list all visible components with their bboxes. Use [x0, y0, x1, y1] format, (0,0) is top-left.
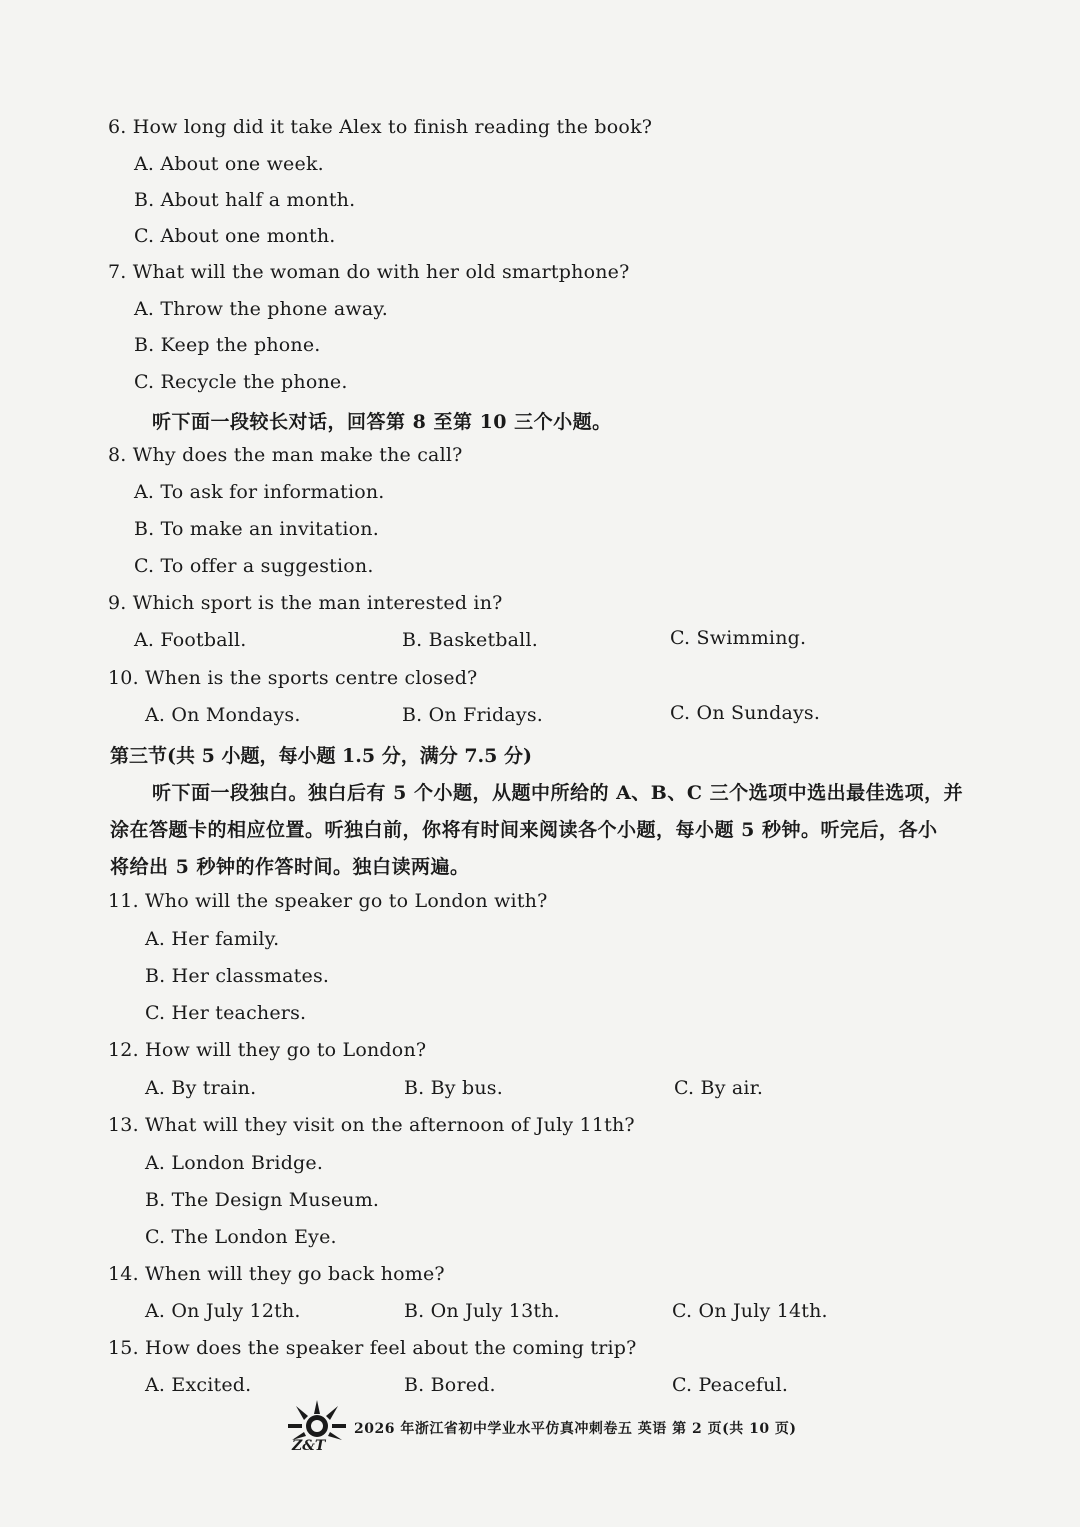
question-12-option-c: C. By air. [674, 1077, 764, 1099]
question-7-option-a: A. Throw the phone away. [134, 298, 389, 320]
question-8-option-a: A. To ask for information. [134, 481, 385, 503]
question-10-option-b: B. On Fridays. [402, 704, 544, 726]
question-6-option-a: A. About one week. [134, 153, 324, 175]
question-15-option-a: A. Excited. [145, 1374, 252, 1396]
question-8: 8. Why does the man make the call? [108, 444, 463, 466]
question-11-option-b: B. Her classmates. [145, 965, 330, 987]
question-13-option-b: B. The Design Museum. [145, 1189, 380, 1211]
question-7: 7. What will the woman do with her old smartphone? [108, 261, 630, 283]
section-3-instruction-line-2: 涂在答题卡的相应位置。听独白前，你将有时间来阅读各个小题，每小题 5 秒钟。听完后，各小 [110, 819, 938, 841]
question-10-option-c: C. On Sundays. [670, 702, 821, 724]
question-9-option-b: B. Basketball. [402, 629, 538, 651]
question-12-option-a: A. By train. [145, 1077, 257, 1099]
question-12: 12. How will they go to London? [108, 1039, 427, 1061]
question-10: 10. When is the sports centre closed? [108, 667, 478, 689]
question-8-option-c: C. To offer a suggestion. [134, 555, 374, 577]
question-13-option-a: A. London Bridge. [145, 1152, 324, 1174]
question-11: 11. Who will the speaker go to London with? [108, 890, 548, 912]
question-9-option-c: C. Swimming. [670, 627, 807, 649]
question-14-option-a: A. On July 12th. [145, 1300, 301, 1322]
page-footer [286, 1398, 846, 1458]
question-9: 9. Which sport is the man interested in? [108, 592, 503, 614]
question-14-option-c: C. On July 14th. [672, 1300, 828, 1322]
question-7-option-b: B. Keep the phone. [134, 334, 321, 356]
question-13: 13. What will they visit on the afternoon of July 11th? [108, 1114, 635, 1136]
question-6-option-c: C. About one month. [134, 225, 336, 247]
question-12-option-b: B. By bus. [404, 1077, 503, 1099]
question-11-option-c: C. Her teachers. [145, 1002, 307, 1024]
question-7-option-c: C. Recycle the phone. [134, 371, 348, 393]
question-6-option-b: B. About half a month. [134, 189, 356, 211]
footer-page-info: 2026 年浙江省初中学业水平仿真冲刺卷五 英语 第 2 页(共 10 页) [354, 1421, 797, 1437]
question-15: 15. How does the speaker feel about the coming trip? [108, 1337, 637, 1359]
section-3-instruction-line-1: 听下面一段独白。独白后有 5 个小题，从题中所给的 A、B、C 三个选项中选出最佳选项，并 [152, 782, 964, 804]
publisher-logo-text: Z&T [292, 1438, 326, 1454]
question-11-option-a: A. Her family. [145, 928, 280, 950]
question-14: 14. When will they go back home? [108, 1263, 445, 1285]
question-9-option-a: A. Football. [134, 629, 247, 651]
question-15-option-c: C. Peaceful. [672, 1374, 789, 1396]
question-13-option-c: C. The London Eye. [145, 1226, 337, 1248]
question-6: 6. How long did it take Alex to finish reading the book? [108, 116, 653, 138]
section-3-instruction-line-3: 将给出 5 秒钟的作答时间。独白读两遍。 [110, 856, 470, 878]
question-10-option-a: A. On Mondays. [145, 704, 301, 726]
question-15-option-b: B. Bored. [404, 1374, 496, 1396]
section-3-heading: 第三节(共 5 小题，每小题 1.5 分，满分 7.5 分) [110, 745, 532, 767]
dialogue-instruction: 听下面一段较长对话，回答第 8 至第 10 三个小题。 [152, 411, 612, 433]
question-14-option-b: B. On July 13th. [404, 1300, 560, 1322]
question-8-option-b: B. To make an invitation. [134, 518, 379, 540]
